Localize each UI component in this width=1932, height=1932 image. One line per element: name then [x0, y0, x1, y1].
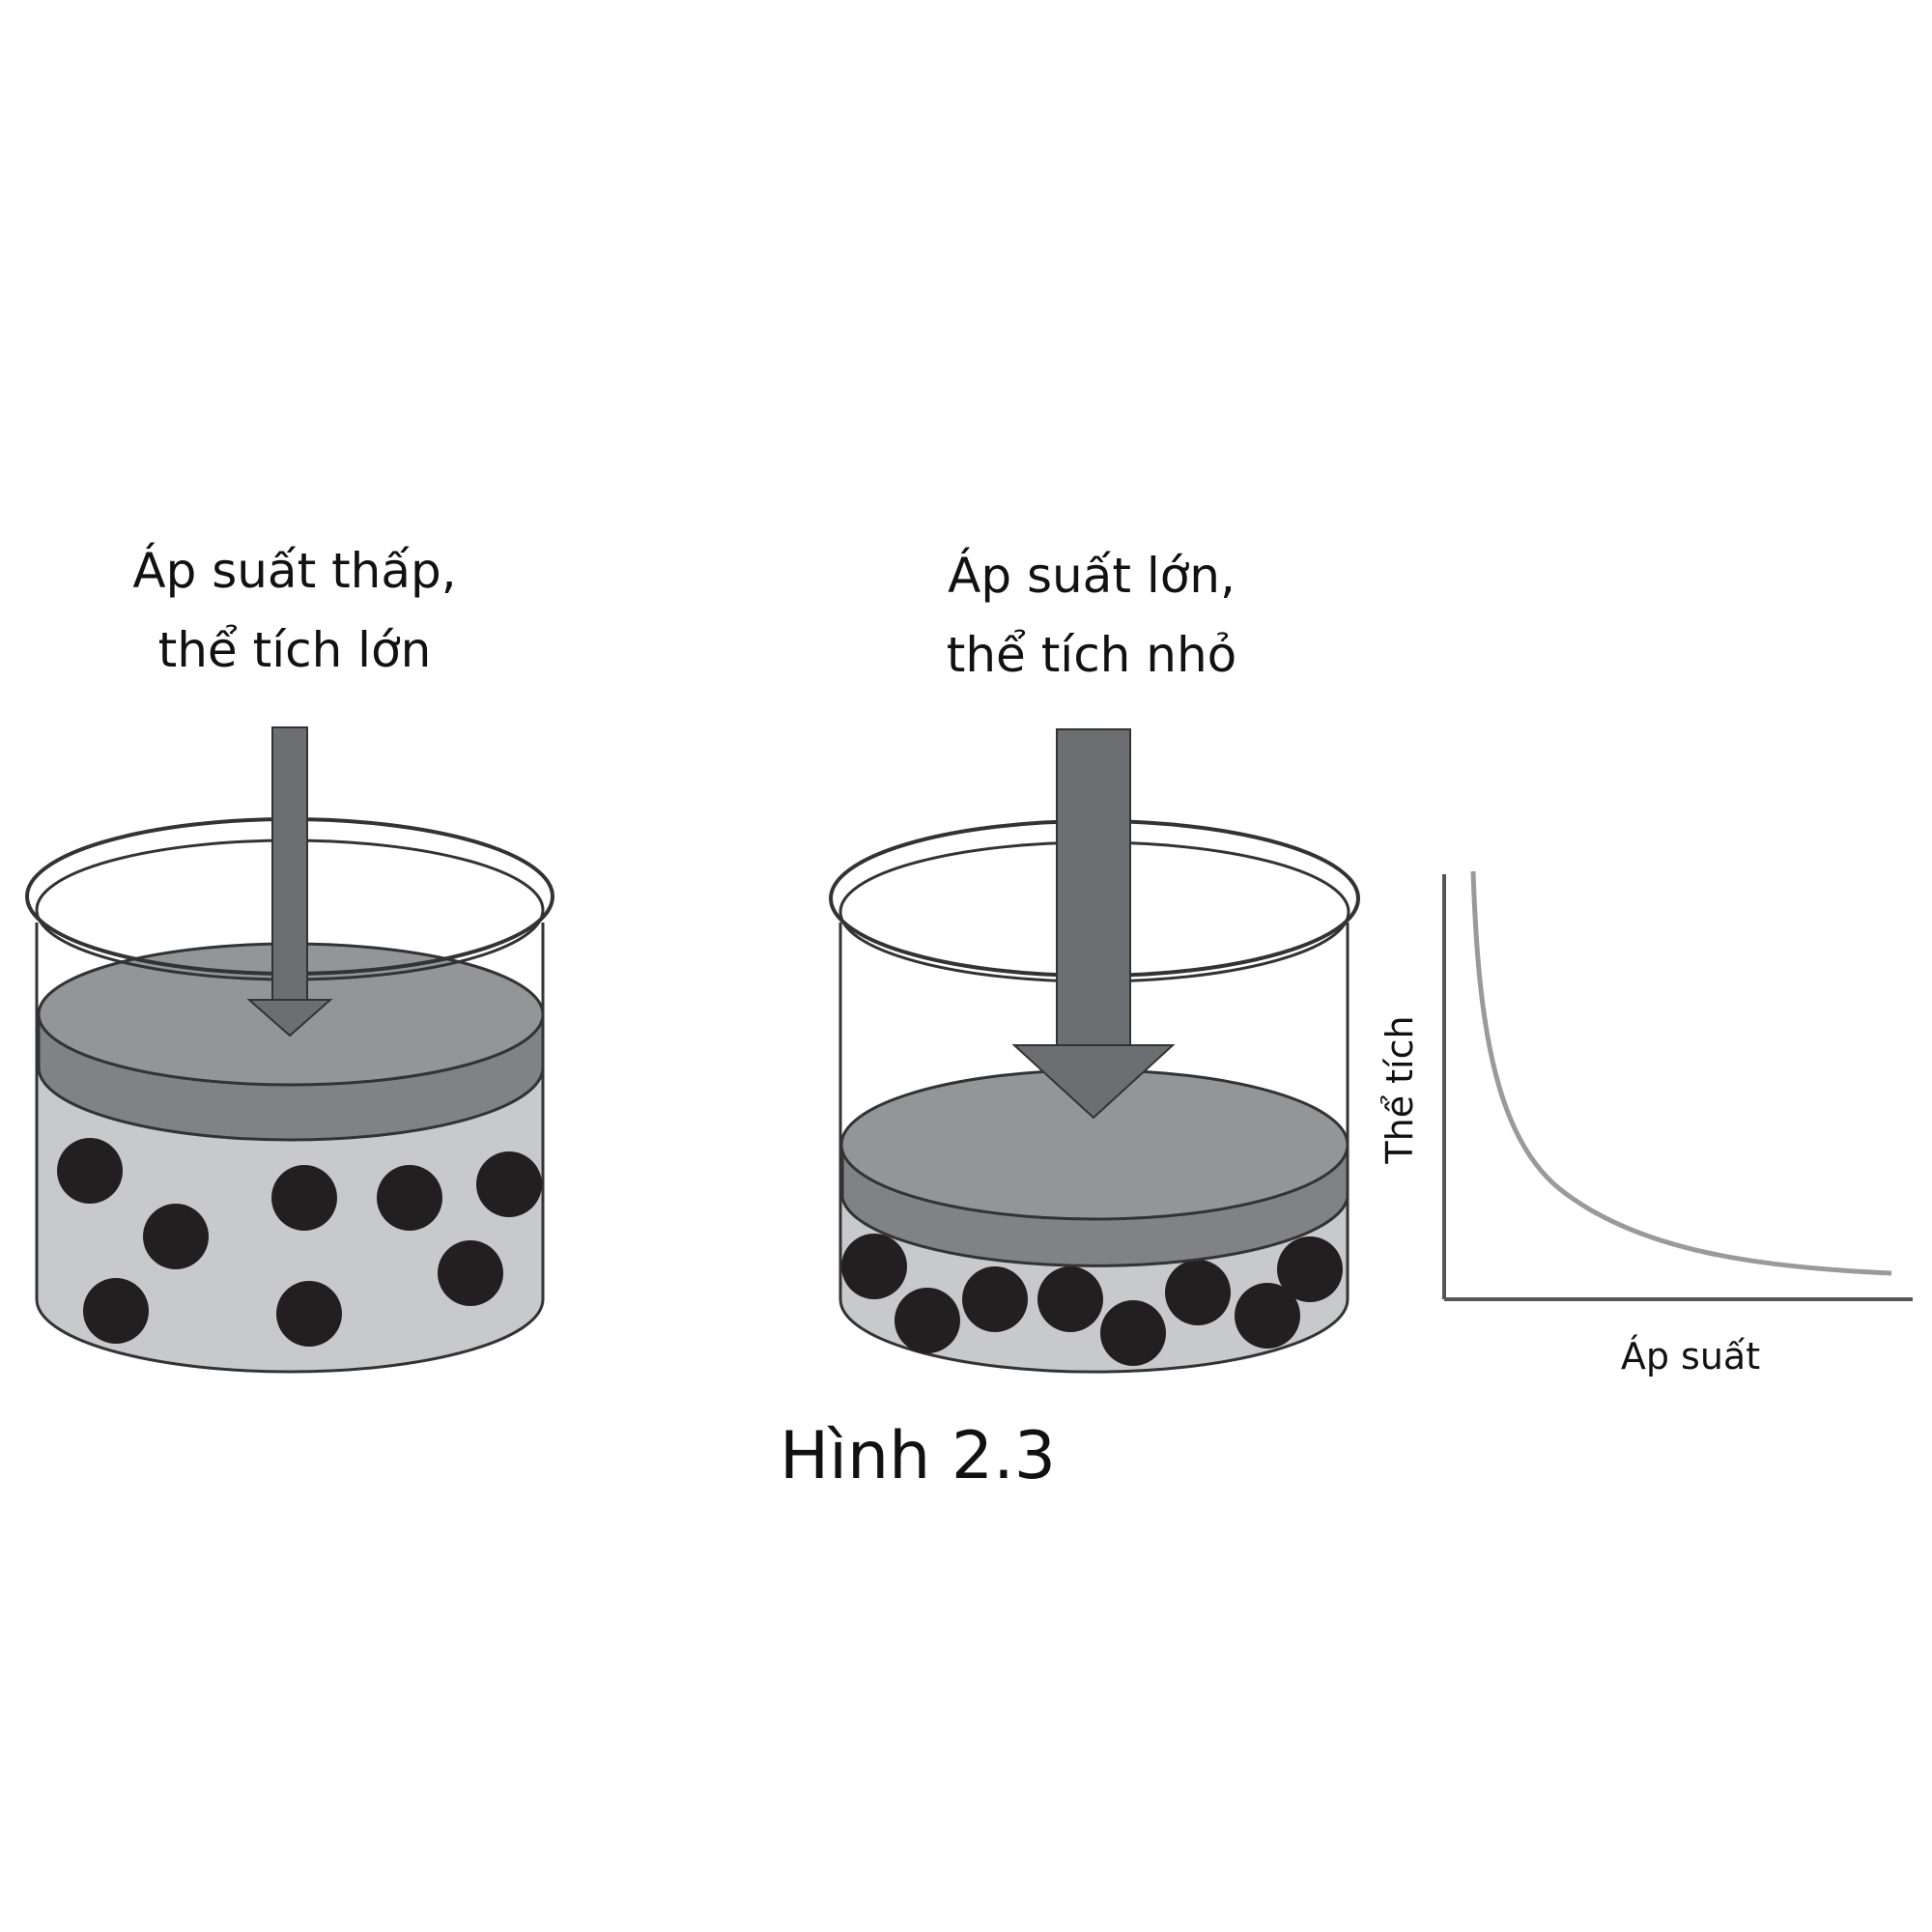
gas-particle — [1277, 1236, 1343, 1302]
gas-particle — [1100, 1300, 1166, 1366]
gas-particle — [276, 1281, 342, 1347]
right-cylinder — [831, 729, 1358, 1372]
left-label-line1: Áp suất thấp, — [132, 543, 457, 599]
gas-particle — [895, 1288, 960, 1353]
gas-particle — [271, 1165, 337, 1231]
gas-particle — [962, 1266, 1028, 1332]
left-condition-label — [58, 531, 531, 690]
gas-particle — [1037, 1266, 1103, 1332]
right-pressure-arrow — [1014, 729, 1173, 1118]
gas-particle — [438, 1240, 503, 1306]
gas-particle — [143, 1204, 209, 1269]
pv-graph — [1444, 871, 1913, 1299]
gas-particle — [83, 1278, 149, 1344]
gas-particle — [377, 1165, 442, 1231]
right-label-line1: Áp suất lớn, — [948, 548, 1236, 604]
right-label-line2: thể tích nhỏ — [946, 627, 1237, 683]
gas-particle — [1165, 1260, 1231, 1325]
figure-caption: Hình 2.3 — [780, 1418, 1056, 1494]
x-axis-label: Áp suất — [1620, 1335, 1761, 1378]
left-label-line2: thể tích lớn — [157, 622, 432, 678]
right-condition-label — [850, 536, 1333, 695]
gas-particle — [476, 1151, 542, 1217]
y-axis-label: Thể tích — [1378, 1015, 1421, 1164]
left-cylinder — [27, 727, 553, 1372]
gas-particle — [841, 1234, 907, 1299]
gas-particle — [57, 1138, 123, 1204]
pressure-volume-curve — [1473, 871, 1891, 1273]
